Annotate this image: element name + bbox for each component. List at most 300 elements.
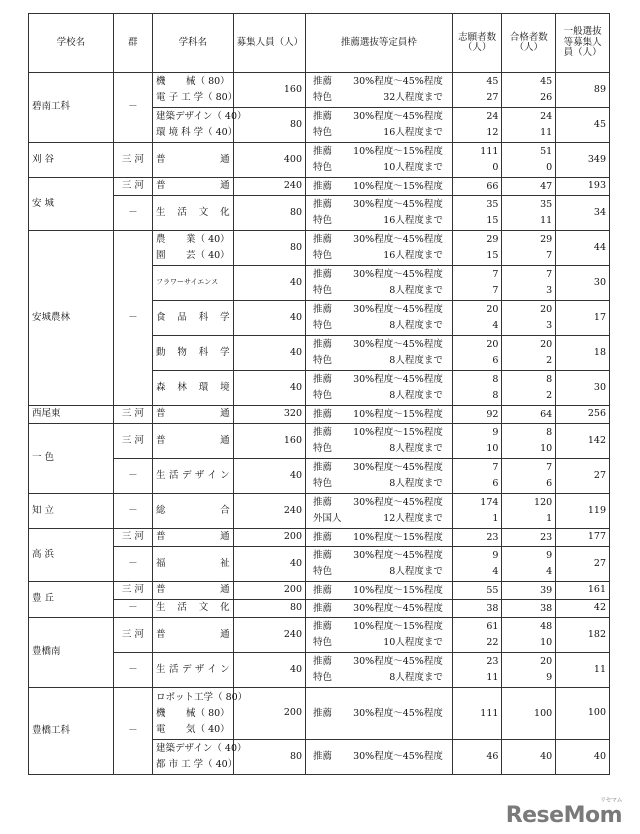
selection-line xyxy=(309,530,449,546)
selection-line xyxy=(309,248,449,264)
department-cell: 森 林 環 境 xyxy=(153,371,234,406)
sub-department-name: ロボット工学 xyxy=(156,691,214,703)
sub-department-name: 電 気 xyxy=(156,723,196,735)
selection-line xyxy=(309,635,449,651)
general-cell: 11 xyxy=(556,653,610,688)
quota-cell: 160 xyxy=(233,424,305,459)
school-name: 碧南工科 xyxy=(29,73,114,143)
accepted-value: 45 xyxy=(540,76,553,87)
selection-range: 10人程度まで xyxy=(383,637,443,648)
selection-type: 推薦 xyxy=(313,621,333,632)
department-cell xyxy=(153,231,234,266)
selection-line xyxy=(309,109,449,125)
quota-cell: 40 xyxy=(233,266,305,301)
applicants-cell xyxy=(452,618,502,653)
selection-range: 10人程度まで xyxy=(383,162,443,173)
applicants-value: 9 xyxy=(492,550,499,561)
general-cell: 349 xyxy=(556,143,610,178)
accepted-value: 51 xyxy=(540,146,553,157)
applicants-cell xyxy=(452,406,502,424)
sub-department xyxy=(156,722,230,738)
accepted-value: 10 xyxy=(540,443,553,454)
selection-range: 30%程度～45%程度 xyxy=(353,234,443,245)
general-cell: 161 xyxy=(556,582,610,600)
selection-type: 特色 xyxy=(313,162,333,173)
selection-line xyxy=(309,388,449,404)
accepted-value: 29 xyxy=(540,234,553,245)
selection-type: 推薦 xyxy=(313,497,333,508)
selection-type: 特色 xyxy=(313,672,333,683)
selection-line xyxy=(309,197,449,213)
group-cell: － xyxy=(113,688,152,775)
school-name: 西尾東 xyxy=(29,406,114,424)
selection-line xyxy=(309,564,449,580)
quota-cell: 400 xyxy=(233,143,305,178)
sub-department-name: 建築デザイン xyxy=(156,743,213,754)
school-name: 一 色 xyxy=(29,424,114,494)
selection-range: 30%程度～45%程度 xyxy=(353,550,443,561)
accepted-value: 38 xyxy=(540,602,553,614)
accepted-cell xyxy=(502,178,556,196)
selection-type: 推薦 xyxy=(313,180,333,192)
group-cell: － xyxy=(113,73,152,143)
applicants-cell xyxy=(452,266,502,301)
accepted-value: 47 xyxy=(540,180,553,192)
general-cell: 182 xyxy=(556,618,610,653)
applicants-value: 8 xyxy=(492,374,499,385)
applicants-value: 9 xyxy=(492,427,499,438)
sub-department-name: 環 境 科 学 xyxy=(156,127,204,138)
quota-cell: 240 xyxy=(233,494,305,529)
selection-range: 30%程度～45%程度 xyxy=(353,111,443,122)
applicants-cell xyxy=(452,529,502,547)
accepted-value: 11 xyxy=(540,127,553,138)
applicants-value: 66 xyxy=(486,180,499,192)
selection-line xyxy=(309,74,449,90)
applicants-value: 4 xyxy=(492,566,499,577)
group-cell: － xyxy=(113,196,152,231)
applicants-value: 174 xyxy=(480,497,499,508)
accepted-cell xyxy=(502,266,556,301)
accepted-value: 7 xyxy=(546,250,553,261)
selection-line xyxy=(309,283,449,299)
selection-cell xyxy=(306,266,453,301)
accepted-cell xyxy=(502,406,556,424)
table-row xyxy=(29,688,610,740)
selection-cell xyxy=(306,653,453,688)
quota-value: 200 xyxy=(283,707,303,719)
quota-cell: 40 xyxy=(233,301,305,336)
selection-range: 10%程度～15%程度 xyxy=(353,146,443,157)
sub-department xyxy=(156,74,230,90)
applicants-value: 24 xyxy=(486,111,499,122)
accepted-value: 8 xyxy=(546,427,553,438)
quota-cell: 80 xyxy=(233,600,305,618)
selection-range: 30%程度～45%程度 xyxy=(353,304,443,315)
general-cell: 42 xyxy=(556,600,610,618)
school-name: 刈 谷 xyxy=(29,143,114,178)
selection-type: 推薦 xyxy=(313,550,333,561)
sub-department-quota: （ 40） xyxy=(195,234,230,245)
selection-line xyxy=(309,407,449,423)
selection-range: 30%程度～45%程度 xyxy=(353,751,443,762)
quota-cell: 40 xyxy=(233,547,305,582)
accepted-value: 23 xyxy=(540,531,553,543)
selection-type: 推薦 xyxy=(313,111,333,122)
general-cell: 193 xyxy=(556,178,610,196)
quota-cell xyxy=(233,231,305,266)
quota-cell: 40 xyxy=(233,371,305,406)
selection-line xyxy=(309,302,449,318)
applicants-value: 6 xyxy=(492,478,499,489)
school-name: 安城農林 xyxy=(29,231,114,406)
group-cell: 三 河 xyxy=(113,529,152,547)
accepted-value: 6 xyxy=(546,478,553,489)
selection-cell xyxy=(306,231,453,266)
selection-type: 推薦 xyxy=(313,462,333,473)
applicants-cell xyxy=(452,653,502,688)
header-applicants: 志願者数（人） xyxy=(452,14,502,73)
applicants-value: 23 xyxy=(486,656,499,667)
table-row xyxy=(29,494,610,529)
department-cell: 動 物 科 学 xyxy=(153,336,234,371)
sub-department-name: 建築デザイン xyxy=(156,111,213,122)
selection-cell xyxy=(306,336,453,371)
selection-cell xyxy=(306,740,453,775)
general-cell: 34 xyxy=(556,196,610,231)
general-cell: 256 xyxy=(556,406,610,424)
department-cell: 福 祉 xyxy=(153,547,234,582)
accepted-value: 10 xyxy=(540,637,553,648)
department-cell: 生 活 文 化 xyxy=(153,600,234,618)
applicants-cell xyxy=(452,459,502,494)
department-cell: 普 通 xyxy=(153,618,234,653)
department-cell: 食 品 科 学 xyxy=(153,301,234,336)
selection-line xyxy=(309,179,449,195)
table-row xyxy=(29,600,610,618)
selection-cell xyxy=(306,424,453,459)
school-name: 豊橋南 xyxy=(29,618,114,688)
selection-type: 推薦 xyxy=(313,374,333,385)
accepted-value: 120 xyxy=(534,497,553,508)
header-school: 学校名 xyxy=(29,14,114,73)
applicants-value: 15 xyxy=(486,215,499,226)
accepted-value: 20 xyxy=(540,656,553,667)
selection-type: 特色 xyxy=(313,566,333,577)
applicants-cell xyxy=(452,688,502,740)
accepted-cell xyxy=(502,196,556,231)
selection-range: 8人程度まで xyxy=(389,672,443,683)
group-cell: － xyxy=(113,231,152,406)
applicants-value: 22 xyxy=(486,637,499,648)
quota-cell: 240 xyxy=(233,178,305,196)
applicants-value: 46 xyxy=(486,751,499,762)
selection-type: 推薦 xyxy=(313,146,333,157)
general-cell: 119 xyxy=(556,494,610,529)
selection-line xyxy=(309,654,449,670)
applicants-value: 27 xyxy=(486,92,499,103)
group-cell: 三 河 xyxy=(113,582,152,600)
selection-cell xyxy=(306,494,453,529)
selection-range: 8人程度まで xyxy=(389,285,443,296)
selection-type: 推薦 xyxy=(313,76,333,87)
group-cell: － xyxy=(113,600,152,618)
quota-cell: 40 xyxy=(233,653,305,688)
group-cell: － xyxy=(113,494,152,529)
school-name: 安 城 xyxy=(29,178,114,231)
selection-range: 8人程度まで xyxy=(389,478,443,489)
applicants-cell xyxy=(452,600,502,618)
selection-line xyxy=(309,90,449,106)
sub-department-quota: （ 80） xyxy=(213,691,248,703)
school-name: 豊 丘 xyxy=(29,582,114,618)
department-cell: フラワーサイエンス xyxy=(153,266,234,301)
applicants-value: 23 xyxy=(486,531,499,543)
selection-line xyxy=(309,125,449,141)
applicants-value: 4 xyxy=(492,320,499,331)
selection-type: 推薦 xyxy=(313,234,333,245)
selection-type: 推薦 xyxy=(313,707,333,719)
accepted-value: 26 xyxy=(540,92,553,103)
quota-cell: 80 xyxy=(233,196,305,231)
quota-value: 80 xyxy=(289,750,303,762)
accepted-value: 3 xyxy=(546,285,553,296)
general-cell: 18 xyxy=(556,336,610,371)
sub-department-quota: （ 40） xyxy=(195,723,230,735)
general-cell: 30 xyxy=(556,371,610,406)
quota-cell: 200 xyxy=(233,582,305,600)
sub-department xyxy=(156,232,230,248)
table-row xyxy=(29,73,610,108)
accepted-value: 1 xyxy=(546,513,553,524)
selection-type: 推薦 xyxy=(313,339,333,350)
applicants-value: 7 xyxy=(492,285,499,296)
applicants-value: 38 xyxy=(486,602,499,614)
selection-type: 特色 xyxy=(313,285,333,296)
selection-cell xyxy=(306,301,453,336)
header-group: 群 xyxy=(113,14,152,73)
header-selection: 推薦選抜等定員枠 xyxy=(306,14,453,73)
group-cell: 三 河 xyxy=(113,406,152,424)
applicants-value: 11 xyxy=(486,672,499,683)
selection-line xyxy=(309,441,449,457)
general-cell: 89 xyxy=(556,73,610,108)
selection-range: 30%程度～45%程度 xyxy=(353,462,443,473)
general-cell: 40 xyxy=(556,740,610,775)
table-row xyxy=(29,653,610,688)
selection-line xyxy=(309,213,449,229)
department-cell: 生活デザイン xyxy=(153,459,234,494)
applicants-value: 55 xyxy=(486,584,499,596)
selection-type: 推薦 xyxy=(313,408,333,420)
applicants-cell xyxy=(452,73,502,108)
general-cell: 44 xyxy=(556,231,610,266)
sub-department xyxy=(156,757,238,773)
selection-range: 10%程度～15%程度 xyxy=(353,427,443,438)
selection-type: 推薦 xyxy=(313,427,333,438)
sub-department xyxy=(156,741,247,757)
accepted-value: 2 xyxy=(546,390,553,401)
accepted-value: 64 xyxy=(540,408,553,420)
selection-cell xyxy=(306,547,453,582)
selection-type: 特色 xyxy=(313,390,333,401)
selection-line xyxy=(309,511,449,527)
applicants-value: 12 xyxy=(486,127,499,138)
sub-department-name: 機 械 xyxy=(156,76,196,87)
accepted-value: 8 xyxy=(546,374,553,385)
selection-cell xyxy=(306,406,453,424)
table-row xyxy=(29,582,610,600)
sub-department-quota: （ 80） xyxy=(203,92,238,103)
group-cell: 三 河 xyxy=(113,424,152,459)
selection-cell xyxy=(306,143,453,178)
accepted-cell xyxy=(502,231,556,266)
accepted-cell xyxy=(502,688,556,740)
group-cell: － xyxy=(113,459,152,494)
selection-type: 推薦 xyxy=(313,584,333,596)
department-cell xyxy=(153,73,238,108)
header-row xyxy=(29,14,610,73)
selection-type: 推薦 xyxy=(313,199,333,210)
applicants-cell xyxy=(452,143,502,178)
department-cell xyxy=(153,688,248,740)
selection-type: 推薦 xyxy=(313,751,333,762)
selection-range: 8人程度まで xyxy=(389,566,443,577)
accepted-cell xyxy=(502,424,556,459)
selection-range: 12人程度まで xyxy=(383,513,443,524)
header-general: 一般選抜等募集人員（人） xyxy=(556,14,610,73)
applicants-value: 29 xyxy=(486,234,499,245)
applicants-value: 61 xyxy=(486,621,499,632)
applicants-cell xyxy=(452,494,502,529)
selection-range: 10%程度～15%程度 xyxy=(353,408,443,420)
selection-type: 特色 xyxy=(313,250,333,261)
department-cell: 生活デザイン xyxy=(153,653,234,688)
quota-value: 80 xyxy=(289,241,303,253)
applicants-cell xyxy=(452,336,502,371)
general-cell: 142 xyxy=(556,424,610,459)
selection-range: 30%程度～45%程度 xyxy=(353,269,443,280)
selection-type: 特色 xyxy=(313,355,333,366)
selection-type: 特色 xyxy=(313,443,333,454)
applicants-cell xyxy=(452,196,502,231)
accepted-cell xyxy=(502,143,556,178)
applicants-value: 6 xyxy=(492,355,499,366)
selection-range: 8人程度まで xyxy=(389,355,443,366)
accepted-cell xyxy=(502,459,556,494)
applicants-cell xyxy=(452,547,502,582)
sub-department-name: 園 芸 xyxy=(156,250,196,261)
selection-line xyxy=(309,583,449,599)
applicants-value: 7 xyxy=(492,269,499,280)
quota-value: 160 xyxy=(283,83,303,95)
selection-range: 16人程度まで xyxy=(383,215,443,226)
selection-range: 8人程度まで xyxy=(389,390,443,401)
table-row xyxy=(29,231,610,266)
accepted-cell xyxy=(502,301,556,336)
department-cell: 普 通 xyxy=(153,143,234,178)
accepted-value: 9 xyxy=(546,550,553,561)
accepted-value: 20 xyxy=(540,304,553,315)
applicants-value: 20 xyxy=(486,304,499,315)
accepted-value: 7 xyxy=(546,269,553,280)
quota-cell: 40 xyxy=(233,336,305,371)
sub-department-quota: （ 80） xyxy=(195,707,230,719)
accepted-cell xyxy=(502,529,556,547)
selection-line xyxy=(309,160,449,176)
applicants-cell xyxy=(452,231,502,266)
applicants-value: 111 xyxy=(480,707,499,719)
accepted-value: 7 xyxy=(546,462,553,473)
department-cell: 生 活 文 化 xyxy=(153,196,234,231)
accepted-cell xyxy=(502,740,556,775)
selection-range: 30%程度～45%程度 xyxy=(353,339,443,350)
selection-range: 32人程度まで xyxy=(383,92,443,103)
selection-range: 16人程度まで xyxy=(383,250,443,261)
applicants-cell xyxy=(452,108,502,143)
school-name: 知 立 xyxy=(29,494,114,529)
applicants-value: 10 xyxy=(486,443,499,454)
sub-department xyxy=(156,248,230,264)
applicants-value: 7 xyxy=(492,462,499,473)
selection-range: 10%程度～15%程度 xyxy=(353,584,443,596)
accepted-value: 24 xyxy=(540,111,553,122)
selection-cell xyxy=(306,582,453,600)
sub-department-quota: （ 80） xyxy=(195,76,230,87)
accepted-value: 39 xyxy=(540,584,553,596)
sub-department xyxy=(156,125,238,141)
sub-department-name: 電 子 工 学 xyxy=(156,92,204,103)
selection-line xyxy=(309,476,449,492)
selection-range: 30%程度～45%程度 xyxy=(353,602,443,614)
selection-range: 30%程度～45%程度 xyxy=(353,76,443,87)
accepted-value: 4 xyxy=(546,566,553,577)
table-row xyxy=(29,406,610,424)
selection-cell xyxy=(306,196,453,231)
selection-type: 特色 xyxy=(313,478,333,489)
sub-department-quota: （ 40） xyxy=(203,127,238,138)
selection-range: 30%程度～45%程度 xyxy=(353,707,443,719)
selection-line xyxy=(309,749,449,765)
general-cell: 45 xyxy=(556,108,610,143)
sub-department-quota: （ 40） xyxy=(212,743,247,754)
applicants-value: 8 xyxy=(492,390,499,401)
selection-line xyxy=(309,601,449,617)
sub-department xyxy=(156,90,238,106)
sub-department-name: 農 業 xyxy=(156,234,196,245)
accepted-cell xyxy=(502,371,556,406)
selection-line xyxy=(309,337,449,353)
group-cell: － xyxy=(113,653,152,688)
applicants-cell xyxy=(452,424,502,459)
selection-type: 推薦 xyxy=(313,602,333,614)
selection-type: 特色 xyxy=(313,92,333,103)
selection-range: 8人程度まで xyxy=(389,443,443,454)
selection-line xyxy=(309,267,449,283)
selection-range: 10%程度～15%程度 xyxy=(353,621,443,632)
sub-department xyxy=(156,109,247,125)
selection-line xyxy=(309,232,449,248)
applicants-value: 1 xyxy=(492,513,499,524)
table-row xyxy=(29,459,610,494)
general-cell: 27 xyxy=(556,547,610,582)
accepted-value: 35 xyxy=(540,199,553,210)
selection-cell xyxy=(306,178,453,196)
school-name: 豊橋工科 xyxy=(29,688,114,775)
selection-line xyxy=(309,318,449,334)
quota-value: 80 xyxy=(289,118,303,130)
general-cell: 17 xyxy=(556,301,610,336)
